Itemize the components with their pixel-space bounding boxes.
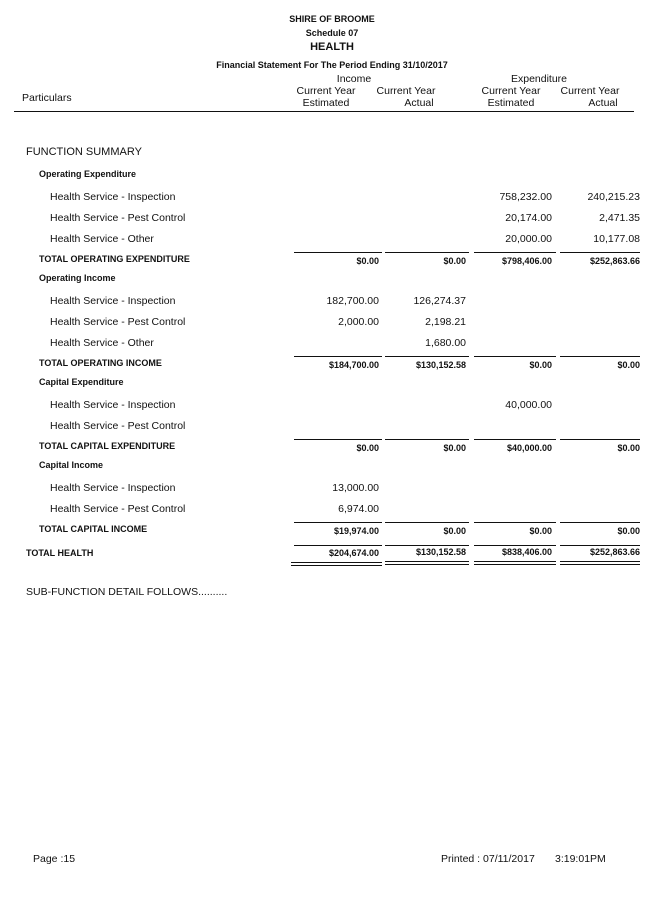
expenditure-estimated-header: Current Year Estimated bbox=[481, 85, 541, 109]
org-name: SHIRE OF BROOME bbox=[289, 14, 375, 24]
expenditure-actual-header: Current Year Actual bbox=[560, 85, 620, 109]
operating-expenditure-heading: Operating Expenditure bbox=[39, 169, 137, 179]
expenditure-group-header: Expenditure bbox=[510, 73, 568, 85]
operating-income-heading: Operating Income bbox=[39, 273, 116, 283]
function-summary-heading: FUNCTION SUMMARY bbox=[26, 146, 142, 158]
schedule-number: Schedule 07 bbox=[305, 28, 359, 38]
printed-time: 3:19:01PM bbox=[555, 853, 606, 865]
particulars-header: Particulars bbox=[22, 92, 72, 104]
income-actual-header: Current Year Actual bbox=[376, 85, 436, 109]
sub-function-note: SUB-FUNCTION DETAIL FOLLOWS.......... bbox=[26, 586, 228, 598]
header-rule bbox=[14, 111, 634, 112]
capital-expenditure-heading: Capital Expenditure bbox=[39, 377, 124, 387]
income-group-header: Income bbox=[336, 73, 372, 85]
page-title: HEALTH bbox=[310, 41, 354, 53]
printed-date: Printed : 07/11/2017 bbox=[441, 853, 535, 865]
capital-income-heading: Capital Income bbox=[39, 460, 104, 470]
income-estimated-header: Current Year Estimated bbox=[296, 85, 356, 109]
statement-period: Financial Statement For The Period Ending 31/10/2017 bbox=[216, 60, 448, 70]
page-number: Page :15 bbox=[33, 853, 76, 865]
